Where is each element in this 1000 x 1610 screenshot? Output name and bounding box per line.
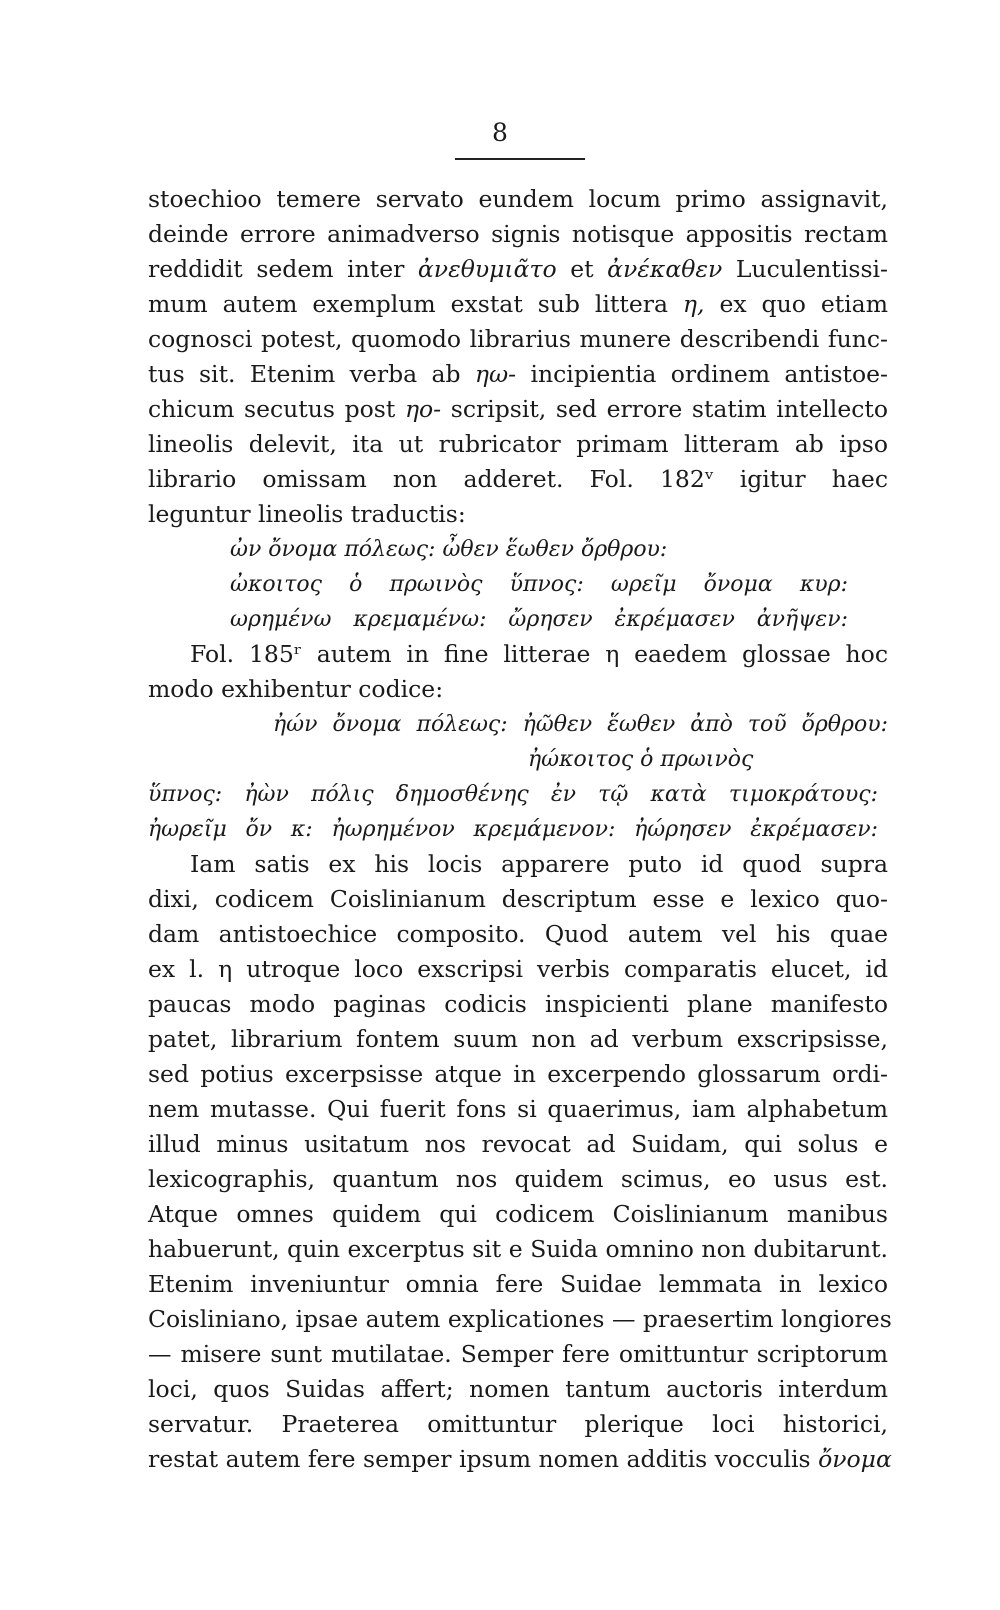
page-number: 8 (492, 118, 508, 147)
text-line: modo exhibentur codice: (148, 675, 444, 703)
text-line (148, 1442, 892, 1477)
text-span: et (570, 255, 594, 283)
text-span: incipientia ordinem antistoe- (530, 360, 888, 388)
text-line: Etenim inveniuntur omnia fere Suidae lemmata in lexico (148, 1270, 888, 1298)
text-line: patet, librarium fontem suum non ad verbum exscripsisse, (148, 1025, 888, 1053)
text-line: Fol. 185ʳ autem in fine litterae η eaedem glossae hoc (190, 640, 888, 668)
page-number-rule (455, 158, 585, 160)
greek-gloss-line: ἠώκοιτος ὁ πρωινὸς (528, 747, 754, 772)
text-line: librario omissam non adderet. Fol. 182ᵛ igitur haec (148, 465, 888, 493)
greek-gloss-line: ὠκοιτος ὁ πρωινὸς ὕπνος: ωρεῖμ ὄνομα κυρ: (230, 572, 848, 597)
text-line: illud minus usitatum nos revocat ad Suidam, qui solus e (148, 1130, 888, 1158)
greek-gloss-line: ωρημένω κρεμαμένω: ὤρησεν ἐκρέμασεν ἀνῆψεν: (230, 607, 848, 632)
greek-gloss-line: ἠωρεῖμ ὄν κ: ἠωρημένον κρεμάμενον: ἠώρησεν ἐκρέμασεν: (148, 817, 878, 842)
greek-word: η, (682, 290, 705, 318)
text-line (148, 287, 888, 322)
text-line: Atque omnes quidem qui codicem Coislinianum manibus (148, 1200, 888, 1228)
text-span: tus sit. Etenim verba ab (148, 360, 461, 388)
greek-word: ἀνέκαθεν (607, 255, 723, 283)
text-span: scripsit, sed errore statim intellecto (450, 395, 888, 423)
greek-word: ἀνεθυμιᾶτο (417, 255, 557, 283)
text-line: nem mutasse. Qui fuerit fons si quaerimus, iam alphabetum (148, 1095, 888, 1123)
text-line: Coisliniano, ipsae autem explicationes — praesertim longiores (148, 1305, 892, 1333)
text-span: Luculentissi- (735, 255, 888, 283)
greek-gloss-line: ἠών ὄνομα πόλεως: ἠῶθεν ἕωθεν ἀπὸ τοῦ ὄρθρου: (273, 712, 888, 737)
greek-gloss-line: ὕπνος: ἠὼν πόλις δημοσθένης ἐν τῷ κατὰ τιμοκράτους: (148, 782, 878, 807)
text-span: reddidit sedem inter (148, 255, 405, 283)
text-line: leguntur lineolis traductis: (148, 500, 466, 528)
greek-gloss-line: ὠν ὄνομα πόλεως: ὦθεν ἕωθεν ὄρθρου: (230, 537, 668, 562)
text-line: ex l. η utroque loco exscripsi verbis comparatis elucet, id (148, 955, 888, 983)
page-body (148, 182, 892, 1477)
text-line: lexicographis, quantum nos quidem scimus, eo usus est. (148, 1165, 888, 1193)
text-span: restat autem fere semper ipsum nomen additis vocculis (148, 1445, 811, 1473)
text-line: loci, quos Suidas affert; nomen tantum auctoris interdum (148, 1375, 888, 1403)
text-line: Iam satis ex his locis apparere puto id quod supra (190, 850, 888, 878)
text-span: chicum secutus post (148, 395, 396, 423)
text-line: deinde errore animadverso signis notisque appositis rectam (148, 220, 888, 248)
text-span: mum autem exemplum exstat sub littera (148, 290, 668, 318)
text-line: dam antistoechice composito. Quod autem vel his quae (148, 920, 888, 948)
greek-word: ὄνομα (818, 1445, 892, 1473)
text-line: stoechioo temere servato eundem locum primo assignavit, (148, 185, 888, 213)
text-line: servatur. Praeterea omittuntur plerique loci historici, (148, 1410, 888, 1438)
text-line: — misere sunt mutilatae. Semper fere omittuntur scriptorum (148, 1340, 888, 1368)
text-line: cognosci potest, quomodo librarius munere describendi func- (148, 325, 888, 353)
text-line (148, 357, 888, 392)
text-line: sed potius excerpsisse atque in excerpendo glossarum ordi- (148, 1060, 888, 1088)
greek-word: ηω- (474, 360, 517, 388)
text-line: habuerunt, quin excerptus sit e Suida omnino non dubitarunt. (148, 1235, 888, 1263)
text-span: ex quo etiam (719, 290, 888, 318)
text-line (148, 392, 888, 427)
text-line (148, 252, 888, 287)
text-line: dixi, codicem Coislinianum descriptum esse e lexico quo- (148, 885, 888, 913)
greek-word: ηο- (404, 395, 442, 423)
text-line: paucas modo paginas codicis inspicienti plane manifesto (148, 990, 888, 1018)
text-line: lineolis delevit, ita ut rubricator primam litteram ab ipso (148, 430, 888, 458)
